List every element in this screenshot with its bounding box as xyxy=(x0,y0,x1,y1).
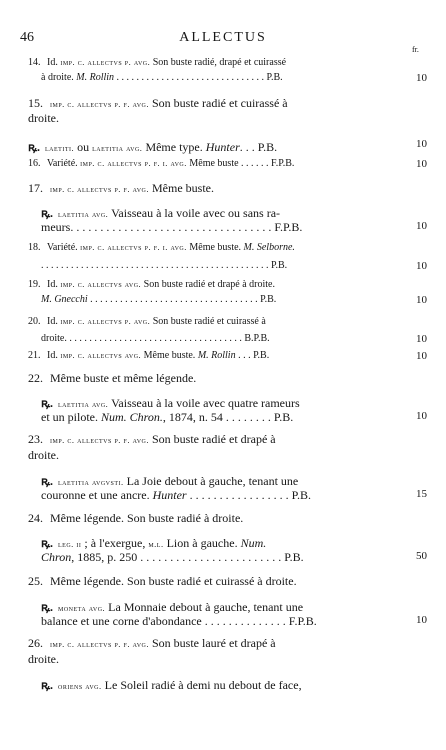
line-value: 10 xyxy=(416,410,427,422)
page-title: ALLECTUS xyxy=(179,30,267,45)
line-text: 22. Même buste et même légende. xyxy=(28,371,197,385)
line-value: 10 xyxy=(416,220,427,232)
line-value: 50 xyxy=(416,550,427,562)
value-column-label: fr. xyxy=(412,45,419,54)
line-text: 26. imp. c. allectvs p. f. avg. Son buste lauré et drapé à xyxy=(28,636,276,650)
line-text: droite. xyxy=(28,448,59,462)
line-text: ꝶ. laetitia avgvsti. La Joie debout à gauche, tenant une xyxy=(41,474,299,488)
line-text: 17. imp. c. allectvs p. f. avg. Même buste. xyxy=(28,181,214,195)
line-text: balance et une corne d'abondance . . . . . . . . . . . . . . F.P.B. xyxy=(41,614,317,628)
line-text: Chron, 1885, p. 250 . . . . . . . . . . . . . . . . . . . . . . . . P.B. xyxy=(41,550,304,564)
line-text: couronne et une ancre. Hunter . . . . . . . . . . . . . . . . . P.B. xyxy=(41,488,311,502)
line-text: ꝶ. laetitia avg. Vaisseau à la voile avec quatre rameurs xyxy=(41,396,300,410)
line-text: et un pilote. Num. Chron., 1874, n. 54 . . . . . . . . P.B. xyxy=(41,410,294,424)
line-text: ꝶ. leg. ii ; à l'exergue, m.l. Lion à gauche. Num. xyxy=(41,536,267,550)
line-text: 19. Id. imp. c. allectvs avg. Son buste radié et drapé à droite. xyxy=(28,279,275,290)
line-text: 16. Variété. imp. c. allectvs p. f. i. avg. Même buste . . . . . . F.P.B. xyxy=(28,158,295,169)
line-text: ꝶ. laetiti. ou laetitia avg. Même type. Hunter. . . P.B. xyxy=(28,140,278,154)
line-text: 24. Même légende. Son buste radié à droite. xyxy=(28,511,244,525)
line-value: 10 xyxy=(416,333,427,345)
line-value: 10 xyxy=(416,72,427,84)
line-text: droite. . . . . . . . . . . . . . . . . . . . . . . . . . . . . . . . . . . . B.P.B. xyxy=(41,333,270,344)
line-text: droite. xyxy=(28,111,59,125)
line-text: à droite. M. Rollin . . . . . . . . . . . . . . . . . . . . . . . . . . . . . . P.B. xyxy=(41,72,283,83)
line-value: 10 xyxy=(416,260,427,272)
line-text: ꝶ. moneta avg. La Monnaie debout à gauche, tenant une xyxy=(41,600,304,614)
line-text: 23. imp. c. allectvs p. f. avg. Son buste radié et drapé à xyxy=(28,432,276,446)
line-text: M. Gnecchi . . . . . . . . . . . . . . . . . . . . . . . . . . . . . . . . . . P.B. xyxy=(41,294,277,305)
line-value: 10 xyxy=(416,158,427,170)
line-value: 10 xyxy=(416,138,427,150)
line-text: meurs. . . . . . . . . . . . . . . . . . . . . . . . . . . . . . . . . . F.P.B. xyxy=(41,220,303,234)
line-value: 15 xyxy=(416,488,427,500)
line-text: 20. Id. imp. c. allectvs p. avg. Son buste radié et cuirassé à xyxy=(28,316,266,327)
line-text: 14. Id. imp. c. allectvs p. avg. Son buste radié, drapé et cuirassé xyxy=(28,57,287,68)
line-value: 10 xyxy=(416,614,427,626)
line-text: 21. Id. imp. c. allectvs avg. Même buste. M. Rollin . . . P.B. xyxy=(28,350,270,361)
line-value: 10 xyxy=(416,294,427,306)
line-text: . . . . . . . . . . . . . . . . . . . . . . . . . . . . . . . . . . . . . . . . . . . . . . P.B. xyxy=(41,260,288,271)
line-text: ꝶ. oriens avg. Le Soleil radié à demi nu debout de face, xyxy=(41,678,302,692)
line-text: ꝶ. laetitia avg. Vaisseau à la voile avec ou sans ra- xyxy=(41,206,281,220)
line-text: 18. Variété. imp. c. allectvs p. f. i. avg. Même buste. M. Selborne. xyxy=(28,242,295,253)
line-text: 25. Même légende. Son buste radié et cuirassé à droite. xyxy=(28,574,297,588)
line-text: droite. xyxy=(28,652,59,666)
line-value: 10 xyxy=(416,350,427,362)
page-header xyxy=(0,30,446,54)
line-text: 15. imp. c. allectvs p. f. avg. Son buste radié et cuirassé à xyxy=(28,96,288,110)
page-number: 46 xyxy=(20,30,34,45)
